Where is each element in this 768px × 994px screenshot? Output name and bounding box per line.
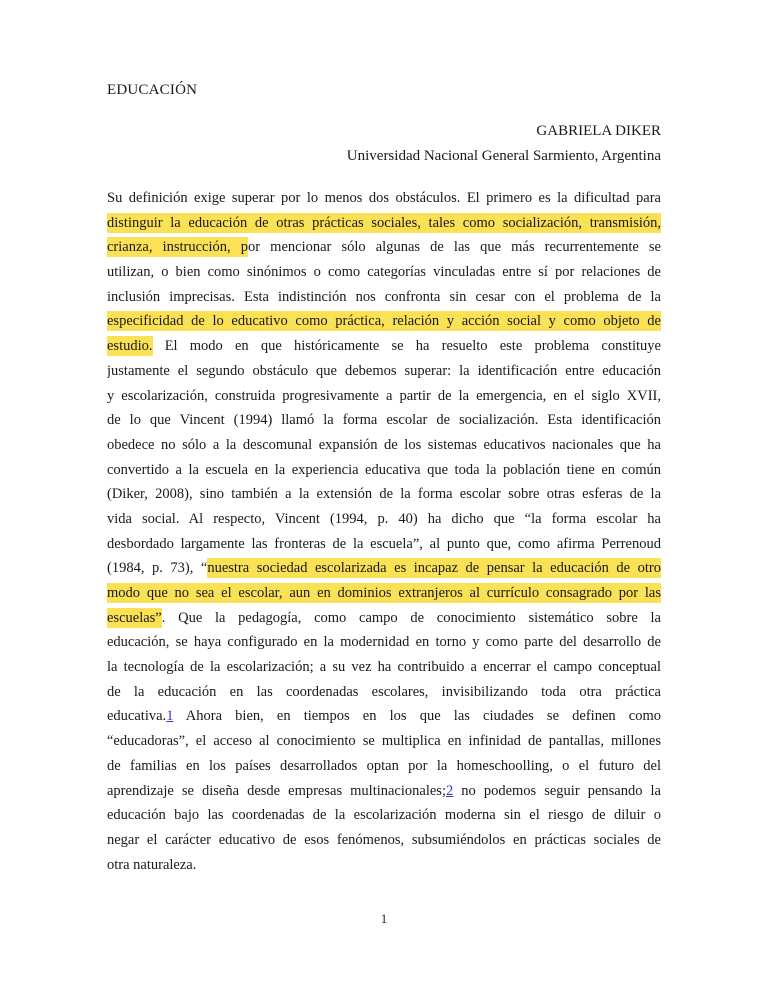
highlighted-text: escuelas” xyxy=(107,609,162,626)
body-text-segment: justamente el segundo obstáculo que debemos superar: la identificación entre educación xyxy=(107,362,661,379)
highlighted-text: distinguir la educación de otras prácticas sociales, tales como socialización, transmisión, xyxy=(107,214,661,231)
highlighted-text: crianza, instrucción, p xyxy=(107,239,248,256)
body-text-segment: educación bajo las coordenadas de la escolarización moderna sin el riesgo de diluir o xyxy=(107,807,661,824)
text-line xyxy=(107,630,661,655)
text-line xyxy=(107,235,661,260)
paragraph xyxy=(107,186,661,877)
highlighted-text: nuestra sociedad escolarizada es incapaz de pensar la educación de otro xyxy=(207,560,661,577)
body-text-segment: otra naturaleza. xyxy=(107,856,197,873)
body-text-segment: de lo que Vincent (1994) llamó la forma escolar de socialización. Esta identificación xyxy=(107,412,661,429)
text-line xyxy=(107,482,661,507)
text-line xyxy=(107,704,661,729)
text-line xyxy=(107,408,661,433)
body-text-segment: (1984, p. 73), “ xyxy=(107,560,208,577)
text-line xyxy=(107,359,661,384)
footnote-ref-1[interactable]: 1 xyxy=(166,708,174,725)
highlighted-text: estudio. xyxy=(107,338,153,355)
body-text-segment: la tecnología de la escolarización; a su vez ha contribuido a encerrar el campo conceptual xyxy=(107,659,661,676)
body-text-segment: de la educación en las coordenadas escolares, invisibilizando toda otra práctica xyxy=(107,683,661,700)
body-text-segment: aprendizaje se diseña desde empresas multinacionales; xyxy=(107,782,446,799)
text-line xyxy=(107,507,661,532)
text-line xyxy=(107,458,661,483)
body-text-segment: Ahora bien, en tiempos en los que las ciudades se definen como xyxy=(173,708,661,725)
text-line xyxy=(107,581,661,606)
body-text-segment: educación, se haya configurado en la modernidad en torno y como parte del desarrollo de xyxy=(107,634,661,651)
body-text-segment: inclusión imprecisas. Esta indistinción nos confronta sin cesar con el problema de la xyxy=(107,288,661,305)
highlighted-text: modo que no sea el escolar, aun en dominios extranjeros al currículo consagrado por las xyxy=(107,585,661,601)
body-text-segment: y escolarización, construida progresivamente a partir de la emergencia, en el siglo XVII, xyxy=(107,387,661,404)
highlighted-text: especificidad de lo educativo como práctica, relación y acción social y como objeto de xyxy=(107,313,661,330)
text-line xyxy=(107,828,661,853)
author-affiliation: Universidad Nacional General Sarmiento, Argentina xyxy=(346,148,661,164)
text-line xyxy=(107,211,661,236)
byline-block xyxy=(107,119,661,169)
body-text-segment: . Que la pedagogía, como campo de conocimiento sistemático sobre la xyxy=(161,609,661,626)
footnote-ref-2[interactable]: 2 xyxy=(445,782,454,799)
body-text-segment: Su definición exige superar por lo menos dos obstáculos. El primero es la dificultad para xyxy=(107,190,661,206)
body-text-segment: “educadoras”, el acceso al conocimiento se multiplica en infinidad de pantallas, millones xyxy=(107,733,661,750)
text-line xyxy=(107,556,661,581)
body-text-segment: vida social. Al respecto, Vincent (1994, p. 40) ha dicho que “la forma escolar ha xyxy=(107,510,661,527)
text-line xyxy=(107,334,661,359)
author-name: GABRIELA DIKER xyxy=(536,123,661,139)
text-line xyxy=(107,606,661,631)
text-line xyxy=(107,729,661,754)
body-text-segment: (Diker, 2008), sino también a la extensión de la forma escolar sobre otras esferas de la xyxy=(107,486,661,503)
text-line xyxy=(107,779,661,804)
body-text-segment: El modo en que históricamente se ha resuelto este problema constituye xyxy=(152,338,661,355)
body-text-segment: no podemos seguir pensando la xyxy=(453,782,661,799)
text-line xyxy=(107,754,661,779)
text-line xyxy=(107,680,661,705)
text-line xyxy=(107,803,661,828)
body-text-segment: educativa. xyxy=(107,708,167,725)
body-text-segment: desbordado largamente las fronteras de la escuela”, al punto que, como afirma Perrenoud xyxy=(107,535,661,552)
document-title: EDUCACIÓN xyxy=(107,82,198,98)
text-line xyxy=(107,384,661,409)
body-text-segment: or mencionar sólo algunas de las que más recurrentemente se xyxy=(247,239,661,256)
body-text-segment: utilizan, o bien como sinónimos o como categorías vinculadas entre sí por relaciones de xyxy=(107,264,661,281)
body-text-segment: obedece no sólo a la descomunal expansión de los sistemas educativos nacionales que ha xyxy=(107,436,661,453)
text-line xyxy=(107,532,661,557)
body-text-segment: de familias en los países desarrollados optan por la homeschoolling, o el futuro del xyxy=(107,757,661,774)
text-line xyxy=(107,186,661,211)
text-line xyxy=(107,309,661,334)
text-line xyxy=(107,285,661,310)
text-line xyxy=(107,260,661,285)
body-text-segment: convertido a la escuela en la experiencia educativa que toda la población tiene en común xyxy=(107,461,661,478)
text-line xyxy=(107,655,661,680)
page-number: 1 xyxy=(380,912,388,926)
text-line xyxy=(107,853,661,878)
body-text-segment: negar el carácter educativo de esos fenómenos, subsumiéndolos en prácticas sociales de xyxy=(107,831,661,848)
text-line xyxy=(107,433,661,458)
